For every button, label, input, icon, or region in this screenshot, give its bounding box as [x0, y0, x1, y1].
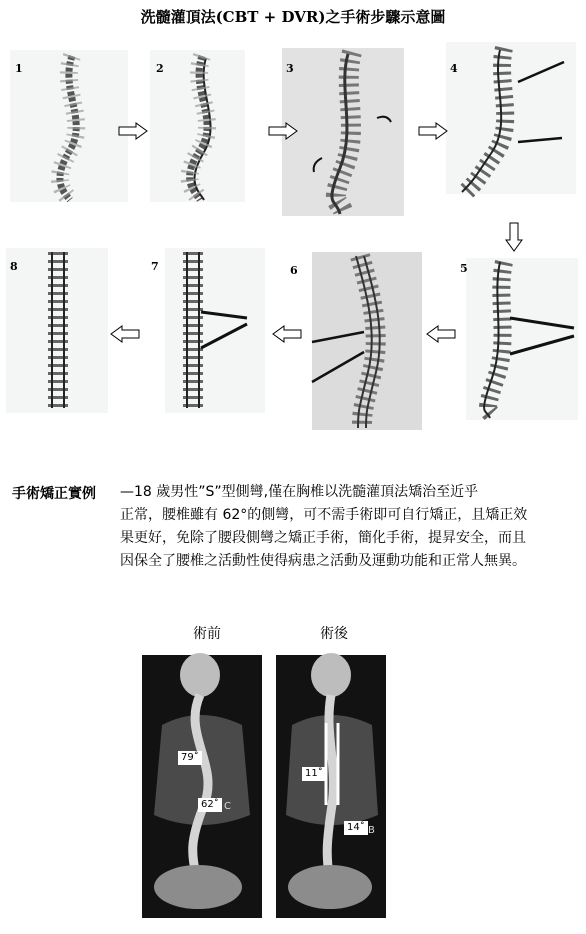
case-description-line1: —18 歲男性”S”型側彎,僅在胸椎以洗髓灌頂法矯治至近乎 [120, 484, 479, 500]
spine-drawing [466, 258, 578, 420]
spine-drawing [150, 50, 245, 202]
side-marker: C [224, 801, 231, 812]
step-number: 8 [10, 260, 18, 273]
spine-drawing [10, 50, 128, 202]
spine-drawing [446, 42, 576, 194]
spine-drawing [312, 252, 422, 430]
step-8-illustration [6, 248, 108, 413]
step-number: 6 [290, 264, 298, 277]
page-title: 洗髓灌頂法(CBT + DVR)之手術步驟示意圖 [140, 8, 446, 26]
spine-drawing [6, 248, 108, 413]
before-xray-image [142, 655, 262, 918]
lumbar-angle: 14˚ [344, 821, 368, 835]
case-description [120, 481, 530, 573]
step-number: 7 [151, 260, 159, 273]
right-arrow-icon [268, 122, 298, 140]
case-label: 手術矯正實例 [12, 486, 96, 502]
right-arrow-icon [118, 122, 148, 140]
left-arrow-icon [110, 325, 140, 343]
spine-drawing [282, 48, 404, 216]
after-label: 術後 [320, 626, 348, 642]
spine-drawing [165, 248, 265, 413]
left-arrow-icon [272, 325, 302, 343]
lumbar-angle: 62˚ [198, 798, 222, 812]
step-4-illustration [446, 42, 576, 194]
step-number: 5 [460, 262, 468, 275]
right-arrow-icon [418, 122, 448, 140]
after-xray-image [276, 655, 386, 918]
side-marker: B [368, 825, 375, 836]
thoracic-angle: 79˚ [178, 751, 202, 765]
step-number: 2 [156, 62, 164, 75]
step-number: 3 [286, 62, 294, 75]
step-number: 1 [15, 62, 23, 75]
thoracic-angle: 11˚ [302, 767, 326, 781]
step-2-illustration [150, 50, 245, 202]
step-6-illustration [290, 252, 422, 430]
left-arrow-icon [426, 325, 456, 343]
step-7-illustration [151, 248, 265, 413]
step-5-illustration [460, 258, 578, 420]
before-label: 術前 [193, 626, 221, 642]
case-description-body: 正常，腰椎雖有 62°的側彎，可不需手術即可自行矯正，且矯正效果更好，免除了腰段側彎之矯正手術，簡化手術，提昇安全，而且因保全了腰椎之活動性使得病患之活動及運動功能和正常人無異。 [120, 507, 528, 569]
down-arrow-icon [505, 222, 523, 252]
step-1-illustration [10, 50, 128, 202]
xray-drawing [276, 655, 386, 918]
step-3-illustration [282, 48, 404, 216]
step-number: 4 [450, 62, 458, 75]
xray-drawing [142, 655, 262, 918]
